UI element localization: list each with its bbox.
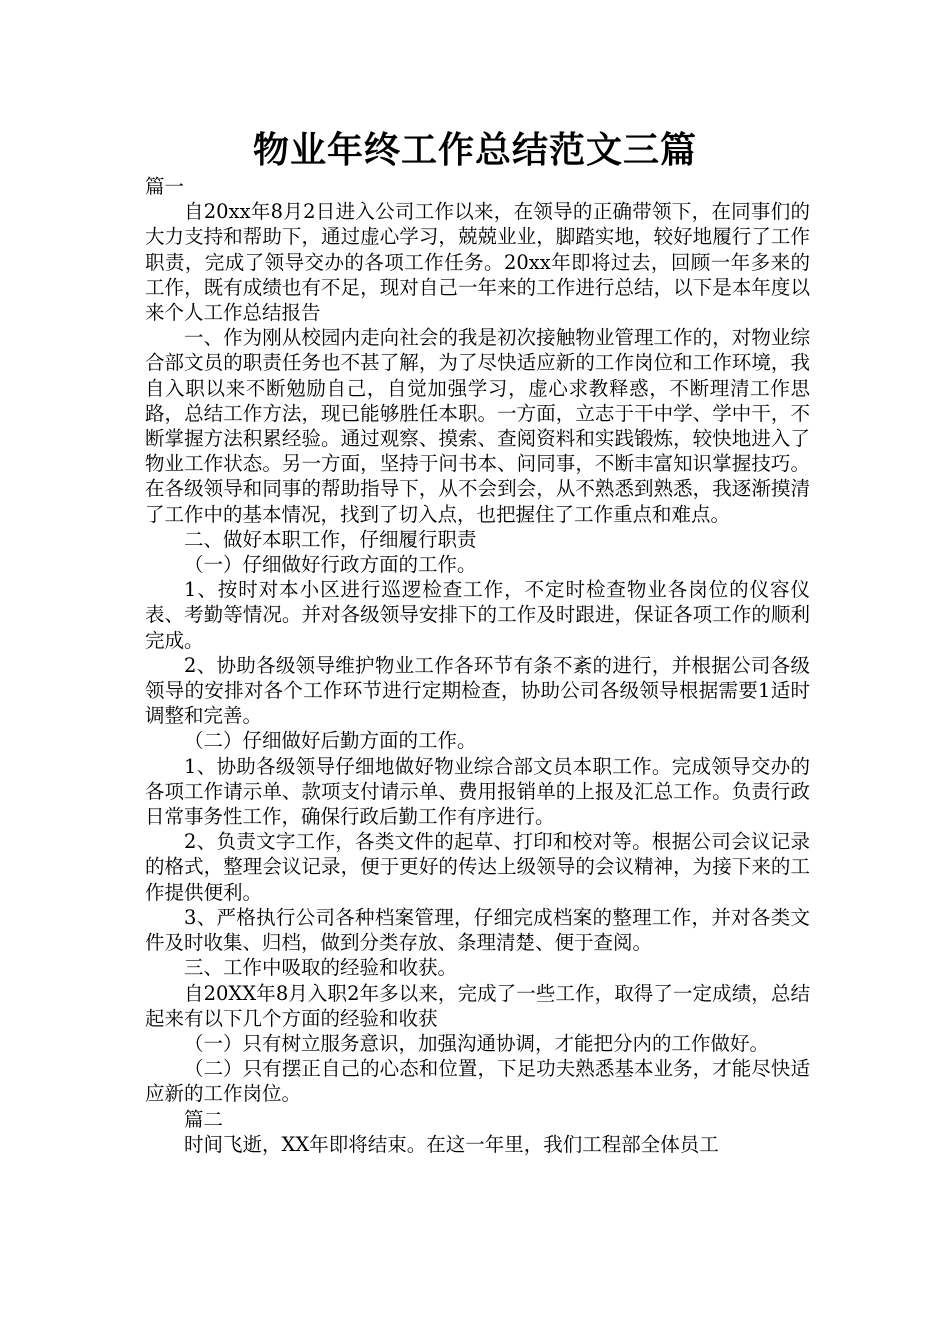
paragraph: 3、严格执行公司各种档案管理，仔细完成档案的整理工作，并对各类文件及时收集、归档，做到分类存放、条理清楚、便于查阅。 xyxy=(145,905,810,955)
paragraph: 自20xx年8月2日进入公司工作以来，在领导的正确带领下，在同事们的大力支持和帮助下，通过虚心学习，兢兢业业，脚踏实地，较好地履行了工作职责，完成了领导交办的各项工作任务。20xx年即将过去，回顾一年多来的工作，既有成绩也有不足，现对自己一年来的工作进行总结，以下是本年度以来个人工作总结报告 xyxy=(145,200,810,325)
paragraph: 一、作为刚从校园内走向社会的我是初次接触物业管理工作的，对物业综合部文员的职责任务也不甚了解，为了尽快适应新的工作岗位和工作环境，我自入职以来不断勉励自己，自觉加强学习，虚心求教释惑，不断理清工作思路，总结工作方法，现已能够胜任本职。一方面，立志于干中学、学中干，不断掌握方法积累经验。通过观察、摸索、查阅资料和实践锻炼，较快地进入了物业工作状态。另一方面，坚持于问书本、问同事，不断丰富知识掌握技巧。在各级领导和同事的帮助指导下，从不会到会，从不熟悉到熟悉，我逐渐摸清了工作中的基本情况，找到了切入点，也把握住了工作重点和难点。 xyxy=(145,326,810,526)
document-body xyxy=(145,174,810,1157)
paragraph: 时间飞逝，XX年即将结束。在这一年里，我们工程部全体员工 xyxy=(184,1132,719,1156)
paragraph: 1、协助各级领导仔细地做好物业综合部文员本职工作。完成领导交办的各项工作请示单、款项支付请示单、费用报销单的上报及汇总工作。负责行政日常事务性工作，确保行政后勤工作有序进行。 xyxy=(145,754,810,829)
paragraph: 2、负责文字工作，各类文件的起草、打印和校对等。根据公司会议记录的格式，整理会议记录，便于更好的传达上级领导的会议精神，为接下来的工作提供便利。 xyxy=(145,830,810,904)
paragraph-subheading: （二）仔细做好后勤方面的工作。 xyxy=(184,729,477,753)
paragraph: （一）只有树立服务意识，加强沟通协调，才能把分内的工作做好。 xyxy=(184,1031,770,1055)
paragraph-subheading: （一）仔细做好行政方面的工作。 xyxy=(184,553,477,577)
document-title: 物业年终工作总结范文三篇 xyxy=(252,130,697,171)
paragraph: 2、协助各级领导维护物业工作各环节有条不紊的进行，并根据公司各级领导的安排对各个工作环节进行定期检查，协助公司各级领导根据需要1适时调整和完善。 xyxy=(145,653,810,728)
paragraph: （二）只有摆正自己的心态和位置，下足功夫熟悉基本业务，才能尽快适应新的工作岗位。 xyxy=(145,1057,810,1106)
paragraph: 1、按时对本小区进行巡逻检查工作，不定时检查物业各岗位的仪容仪表、考勤等情况。并对各级领导安排下的工作及时跟进，保证各项工作的顺利完成。 xyxy=(145,578,810,652)
paragraph: 自20XX年8月入职2年多以来，完成了一些工作，取得了一定成绩，总结起来有以下几个方面的经验和收获 xyxy=(145,981,810,1030)
paragraph-heading: 二、做好本职工作，仔细履行职责 xyxy=(184,527,477,551)
paragraph-heading: 三、工作中吸取的经验和收获。 xyxy=(184,956,458,980)
section-heading: 篇二 xyxy=(184,1107,224,1131)
section-heading: 篇一 xyxy=(145,175,185,198)
